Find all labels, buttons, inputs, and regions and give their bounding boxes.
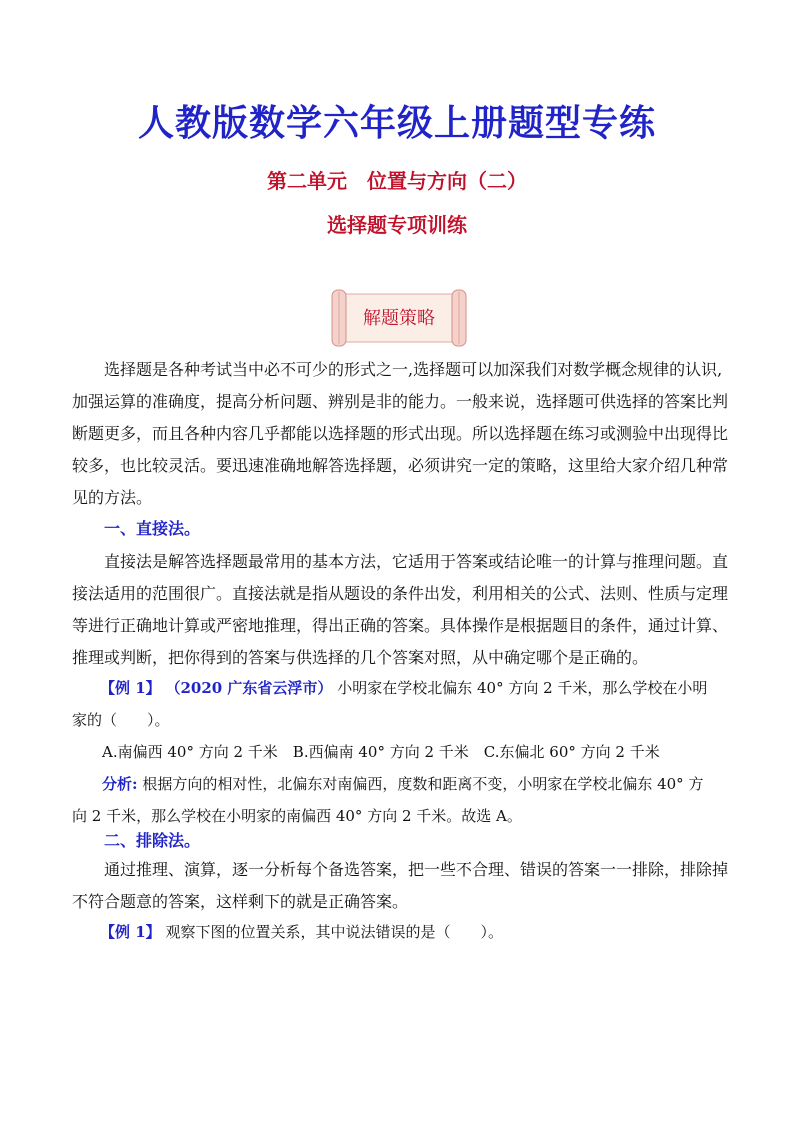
section2-heading: 二、排除法。 — [104, 831, 201, 850]
intro-line: 断题更多，而且各种内容几乎都能以选择题的形式出现。所以选择题在练习或测验中出现得比 — [72, 424, 729, 443]
section2-example-text: 观察下图的位置关系，其中说法错误的是（ ）。 — [165, 923, 503, 941]
example-line-1 — [72, 672, 732, 704]
section2-example-line — [72, 916, 732, 948]
section1-line: 等进行正确地计算或严密地推理，得出正确的答案。具体操作是根据题目的条件，通过计算、 — [72, 616, 729, 635]
analysis-label: 分析: — [102, 775, 138, 793]
analysis-text: 根据方向的相对性，北偏东对南偏西，度数和距离不变，小明家在学校北偏东 40° 方 — [142, 775, 704, 793]
scroll-banner-label: 解题策略 — [363, 308, 435, 329]
example-source: （2020 广东省云浮市） — [165, 679, 333, 697]
main-title: 人教版数学六年级上册题型专练 — [137, 102, 656, 144]
section2-line: 通过推理、演算，逐一分析每个备选答案，把一些不合理、错误的答案一一排除，排除掉 — [104, 860, 729, 879]
section1-line: 直接法是解答选择题最常用的基本方法，它适用于答案或结论唯一的计算与推理问题。直 — [104, 552, 729, 571]
intro-line: 见的方法。 — [72, 488, 153, 507]
intro-line: 选择题是各种考试当中必不可少的形式之一,选择题可以加深我们对数学概念规律的认识, — [104, 360, 723, 379]
intro-paragraph — [72, 354, 732, 514]
intro-line: 加强运算的准确度，提高分析问题、辨别是非的能力。一般来说，选择题可供选择的答案比判 — [72, 392, 729, 411]
section1-line: 推理或判断，把你得到的答案与供选择的几个答案对照，从中确定哪个是正确的。 — [72, 648, 649, 667]
example-tag: 【例 1】 — [100, 679, 161, 697]
section1-paragraph — [72, 546, 732, 674]
section2-example-tag: 【例 1】 — [100, 923, 161, 941]
section2-paragraph — [72, 854, 732, 918]
sub-title: 选择题专项训练 — [327, 213, 467, 237]
example-line-2: 家的（ ）。 — [72, 711, 170, 729]
section1-example — [72, 672, 732, 832]
example-options: A.南偏西 40° 方向 2 千米 B.西偏南 40° 方向 2 千米 C.东偏北 60° 方向 2 千米 — [102, 743, 660, 761]
section2-example — [72, 916, 732, 948]
section1-line: 接法适用的范围很广。直接法就是指从题设的条件出发，利用相关的公式、法则、性质与定理 — [72, 584, 729, 603]
analysis-line-1 — [72, 768, 732, 800]
analysis-line-2: 向 2 千米，那么学校在小明家的南偏西 40° 方向 2 千米。故选 A。 — [72, 807, 522, 825]
example-question: 小明家在学校北偏东 40° 方向 2 千米，那么学校在小明 — [337, 679, 708, 697]
section2-line: 不符合题意的答案，这样剩下的就是正确答案。 — [72, 892, 409, 911]
intro-line: 较多，也比较灵活。要迅速准确地解答选择题，必须讲究一定的策略，这里给大家介绍几种常 — [72, 456, 729, 475]
unit-title: 第二单元 位置与方向（二） — [267, 169, 527, 193]
section1-heading: 一、直接法。 — [104, 519, 201, 538]
scroll-banner — [328, 288, 470, 348]
